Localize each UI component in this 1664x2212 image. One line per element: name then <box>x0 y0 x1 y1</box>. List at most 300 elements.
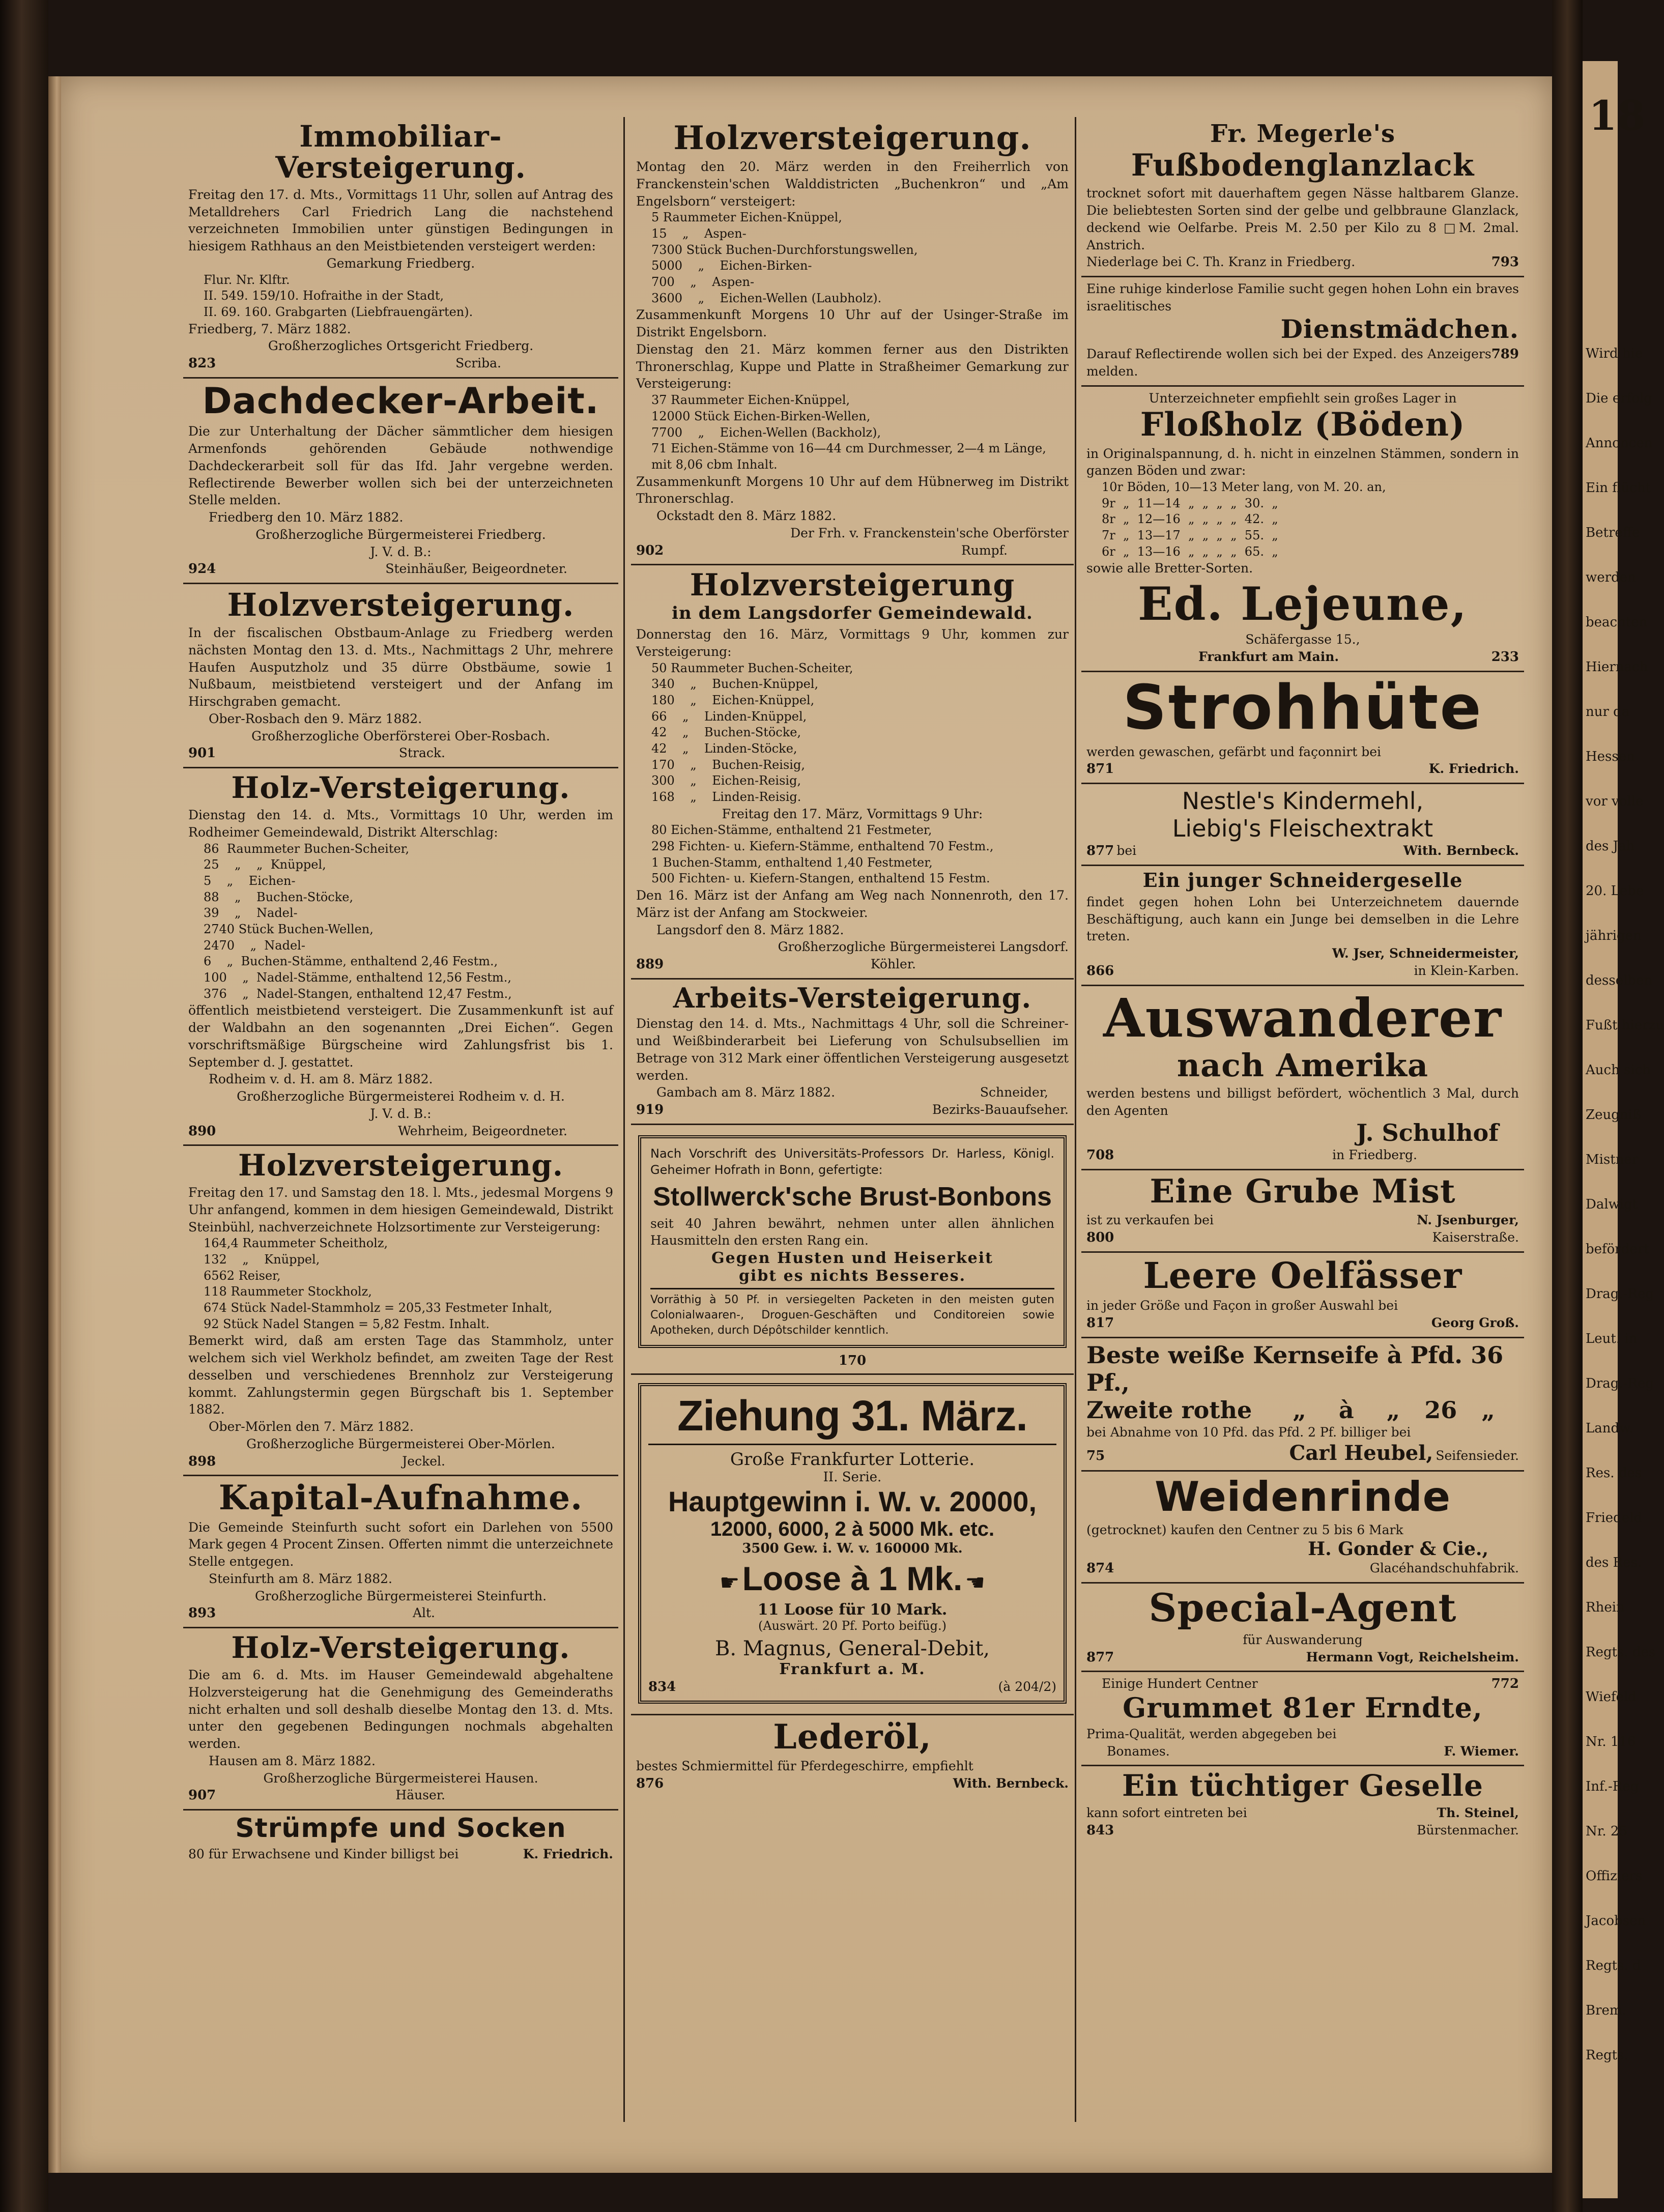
ad-title: Floßholz (Böden) <box>1140 406 1466 444</box>
ad-claim: seit 40 Jahren bewährt, nehmen unter allen ähnlichen Hausmitteln den ersten Rang ein. <box>650 1216 1054 1248</box>
next-page-fragment: Zeugniß <box>1586 1107 1642 1123</box>
ad-body-2: Zusammenkunft Morgens 10 Uhr auf der Usinger-Straße im Distrikt Engelsborn. <box>636 307 1069 340</box>
ad-subtitle: für Auswanderung <box>1243 1632 1363 1647</box>
book-binding <box>0 0 48 2212</box>
ad-role: Bürstenmacher. <box>1417 1822 1519 1837</box>
ad-stock: Vorräthig à 50 Pf. in versiegelten Packeten in den meisten guten Colonialwaaren-, Droguen-Geschäften und Conditoreien sowie Apotheken, durch Dépôtschilder kenntlich. <box>650 1294 1054 1337</box>
ad-title: Leere Oelfässer <box>1143 1254 1462 1297</box>
list-item: 66 „ Linden-Knüppel, <box>651 709 807 724</box>
next-page-strip <box>1583 61 1664 2198</box>
ad-signature: With. Bernbeck. <box>953 1776 1069 1791</box>
ad-signature: K. Friedrich. <box>1428 761 1519 777</box>
ad-title: Holzversteigerung. <box>238 1148 564 1183</box>
next-page-fragment: des Jah <box>1586 839 1635 854</box>
next-page-fragment: Regts. des <box>1586 1645 1656 1660</box>
next-page-fragment: Landw. <box>1586 1421 1633 1436</box>
list-item: 3600 „ Eichen-Wellen (Laubholz). <box>651 291 882 305</box>
ad-number: 919 <box>636 1102 664 1118</box>
ad-seller: Ed. Lejeune, <box>1137 577 1468 631</box>
next-page-number: 18 <box>1589 92 1646 139</box>
ad-issuer: Großherzogliche Bürgermeisterei Friedberg. <box>255 527 546 542</box>
ad-number: 907 <box>188 1788 216 1803</box>
list-item: 132 „ Knüppel, <box>204 1252 320 1267</box>
ad-body: bei Abnahme von 10 Pfd. das Pfd. 2 Pf. billiger bei <box>1086 1424 1411 1440</box>
list-item: 6 „ Buchen-Stämme, enthaltend 2,46 Festm., <box>204 954 498 969</box>
next-page-fragment: Dalwigt <box>1586 1197 1638 1212</box>
ad-signature: Jeckel. <box>402 1453 445 1469</box>
next-page-fragment: Res. des <box>1586 1466 1642 1481</box>
column-rule <box>1075 117 1076 2122</box>
ad-title: Immobiliar-Versteigerung. <box>275 119 526 185</box>
ad-body: Dienstag den 14. d. Mts., Nachmittags 4 Uhr, soll die Schreiner- und Weißbinderarbeit bei Lieferung von Schulsubsellien im Betrage von 312 Mark einer öffentlichen Versteigerung ausgesetzt werden. <box>636 1016 1069 1083</box>
ad-body: werden gewaschen, gefärbt und façonnirt bei <box>1086 744 1382 759</box>
ad-title: Ein tüchtiger Geselle <box>1122 1768 1484 1803</box>
ad-body: Eine ruhige kinderlose Familie sucht gegen hohen Lohn ein braves israelitisches <box>1086 281 1519 313</box>
table-row: II. 549. 159/10. Hofraithe in der Stadt, <box>204 289 444 303</box>
ad-body: trocknet sofort mit dauerhaftem gegen Nässe haltbarem Glanze. Die beliebtesten Sorten sind der gelbe und gelbbraune Glanzlack, deckend wie Oelfarbe. Preis M. 2.50 per Kilo zu 8 □M. 2mal. Anstrich. <box>1086 186 1519 252</box>
ad-title: Weidenrinde <box>1155 1473 1451 1520</box>
next-page-fragment: Friedeld <box>1586 1510 1643 1526</box>
list-item: 7300 Stück Buchen-Durchforstungswellen, <box>651 242 918 257</box>
list-item: 2470 „ Nadel- <box>204 938 305 953</box>
next-page-fragment: desselben <box>1586 973 1653 988</box>
ad-date: Rodheim v. d. H. am 8. März 1882. <box>209 1072 433 1087</box>
list-item: 100 „ Nadel-Stämme, enthaltend 12,56 Festm., <box>204 970 511 985</box>
ad-subtitle: in dem Langsdorfer Gemeindewald. <box>672 603 1033 624</box>
next-page-fragment: Regts. d <box>1586 1958 1641 1973</box>
ad-code: (à 204/2) <box>998 1679 1056 1694</box>
list-item: 9r „ 11—14 „ „ „ „ 30. „ <box>1102 496 1278 510</box>
ad-date: Ober-Rosbach den 9. März 1882. <box>209 711 422 726</box>
list-item: 700 „ Aspen- <box>651 275 755 290</box>
ad-agent: J. Schulhof <box>1356 1119 1499 1147</box>
list-item: 42 „ Buchen-Stöcke, <box>651 725 801 740</box>
ad-number: 772 <box>1491 1676 1519 1692</box>
ad-porto: (Auswärt. 20 Pf. Porto beifüg.) <box>758 1619 947 1633</box>
list-item: 92 Stück Nadel Stangen = 5,82 Festm. Inhalt. <box>204 1316 490 1331</box>
next-page-fragment: 20. Lebe <box>1586 883 1644 899</box>
price-list <box>1086 479 1519 560</box>
ad-title: Ziehung 31. März. <box>648 1391 1056 1445</box>
ad-main-prize: Hauptgewinn i. W. v. 20000, <box>668 1485 1037 1518</box>
ad-body-2: Bemerkt wird, daß am ersten Tage das Stammholz, unter welchem sich viel Werkholz befindet, am zweiten Tage der Rest desselben und verschiedenes Brennholz zur Versteigerung kommt. Zahlungstermin gegen Bürgschaft bis 1. September 1882. <box>188 1333 613 1417</box>
ad-place: in Friedberg. <box>1332 1147 1417 1163</box>
ad-title: Strohhüte <box>1123 672 1483 743</box>
ad-signature: Wehrheim, Beigeordneter. <box>398 1123 567 1138</box>
ad-title: Holzversteigerung. <box>673 119 1031 157</box>
ad-slogan-2: gibt es nichts Besseres. <box>650 1267 1054 1289</box>
next-page-fragment: Hiernach <box>1586 659 1648 675</box>
ad-auswanderer <box>1081 986 1524 1171</box>
ad-date: Friedberg den 10. März 1882. <box>209 510 404 525</box>
ad-issuer: Großherzogliche Bürgermeisterei Hausen. <box>263 1770 538 1786</box>
ad-signature-name: Schneider, <box>980 1085 1048 1100</box>
table-row: II. 69. 160. Grabgarten (Liebfrauengärten). <box>204 304 473 319</box>
list-item: 118 Raummeter Stockholz, <box>204 1284 372 1299</box>
ad-body-2: Darauf Reflectirende wollen sich bei der Exped. des Anzeigers melden. <box>1086 347 1491 379</box>
ad-number: 800 <box>1086 1230 1114 1246</box>
ad-number: 877 <box>1086 1649 1114 1665</box>
ad-signature: Steinhäußer, Beigeordneter. <box>385 561 567 577</box>
list-item: 298 Fichten- u. Kiefern-Stämme, enthaltend 70 Festm., <box>651 839 994 853</box>
ad-street: Schäfergasse 15., <box>1245 632 1360 647</box>
list-item: 170 „ Buchen-Reisig, <box>651 757 805 772</box>
ad-product: Stollwerck'sche Brust-Bonbons <box>653 1182 1052 1212</box>
column-3 <box>1081 117 1524 2127</box>
ad-signature: Carl Heubel, <box>1289 1441 1433 1465</box>
lot-list-2 <box>636 822 1069 887</box>
ad-title: Holz-Versteigerung. <box>231 770 570 806</box>
ad-title: Dachdecker-Arbeit. <box>202 380 599 422</box>
ad-nestle <box>1081 784 1524 866</box>
list-item: 2740 Stück Buchen-Wellen, <box>204 922 374 936</box>
list-item: 10r Böden, 10—13 Meter lang, von M. 20. an, <box>1102 480 1386 495</box>
ad-number: 901 <box>188 745 216 761</box>
list-item: 7r „ 13—17 „ „ „ „ 55. „ <box>1102 528 1278 543</box>
ad-holz-rodheim <box>183 768 618 1146</box>
ad-body-2: öffentlich meistbietend versteigert. Die Zusammenkunft ist auf der Waldbahn an den sogenannten „Drei Eichen“. Gegen vorschriftsmäßige Bürgscheine wird Zahlungsfrist bis 1. September d. J. gestattet. <box>188 1003 613 1070</box>
next-page-fragment: vor volle <box>1586 794 1644 809</box>
ad-role: Seifensieder. <box>1436 1448 1519 1463</box>
ad-holzversteigerung-obstbaum <box>183 584 618 768</box>
ad-signature: N. Jsenburger, <box>1417 1213 1519 1228</box>
ad-title: Strümpfe und Socken <box>235 1813 566 1844</box>
next-page-fragment: Die erfolg <box>1586 391 1652 406</box>
ad-holz-hausen <box>183 1628 618 1811</box>
next-page-fragment: beachten <box>1586 615 1648 630</box>
ad-city: Frankfurt am Main. <box>1198 649 1339 664</box>
ad-number: 876 <box>636 1776 664 1792</box>
ad-number: 170 <box>838 1353 867 1369</box>
ad-body: ist zu verkaufen bei <box>1086 1213 1214 1228</box>
ad-dealer: Niederlage bei C. Th. Kranz in Friedberg. <box>1086 254 1356 270</box>
list-item: 39 „ Nadel- <box>204 906 298 921</box>
ad-holzversteigerung-langsdorf <box>631 565 1074 979</box>
ad-megerle <box>1081 117 1524 277</box>
ad-date: Ober-Mörlen den 7. März 1882. <box>209 1419 414 1434</box>
list-item: 42 „ Linden-Stöcke, <box>651 741 797 756</box>
ad-grummet <box>1081 1672 1524 1766</box>
ad-number: 843 <box>1086 1822 1114 1838</box>
ad-date: Friedberg, 7. März 1882. <box>188 321 351 336</box>
ad-title-2: Fußbodenglanzlack <box>1131 148 1475 184</box>
next-page-fragment: Inf.-Reg <box>1586 1779 1639 1794</box>
next-page-fragment: Wiefeld <box>1586 1689 1637 1705</box>
next-page-fragment: Jacobsen <box>1586 1913 1646 1929</box>
ad-signature: Bezirks-Bauaufseher. <box>932 1102 1069 1117</box>
ad-title: Ein junger Schneidergeselle <box>1142 868 1463 892</box>
list-item: 50 Raummeter Buchen-Scheiter, <box>651 660 853 675</box>
ad-number: 902 <box>636 542 664 558</box>
ad-offer: 11 Loose für 10 Mark. <box>757 1601 948 1619</box>
ad-place: Kaiserstraße. <box>1432 1230 1519 1245</box>
ad-date: Ockstadt den 8. März 1882. <box>656 508 837 524</box>
ad-body: Die zur Unterhaltung der Dächer sämmtlicher dem hiesigen Armenfonds gehörenden Gebäude nothwendige Dachdeckerarbeit soll für das Ifd. Jahr vergebne werden. Reflectirende Bewerber wollen sich bei der unterzeichneten Stelle melden. <box>188 424 613 508</box>
ad-issuer: Großherzogliche Bürgermeisterei Ober-Mörlen. <box>246 1436 555 1451</box>
pointing-hand-icon: ☚ <box>965 1570 985 1596</box>
ad-title: Dienstmädchen. <box>1280 313 1519 344</box>
ad-body-2: Freitag den 17. März, Vormittags 9 Uhr: <box>722 806 983 821</box>
ad-number: 898 <box>188 1453 216 1469</box>
list-item: 12000 Stück Eichen-Birken-Wellen, <box>651 409 871 423</box>
ad-title: Kapital-Aufnahme. <box>218 1478 583 1518</box>
next-page-fragment: nur da <box>1586 704 1630 720</box>
next-page-fragment: Nr. 25 <box>1586 1824 1627 1839</box>
ad-schneidergeselle <box>1081 866 1524 986</box>
column-1 <box>183 117 618 2127</box>
ad-signature: With. Bernbeck. <box>1403 843 1519 858</box>
ad-issuer: Großherzogliche Bürgermeisterei Langsdorf. <box>778 939 1069 955</box>
ad-signature: H. Gonder & Cie., <box>1308 1538 1488 1560</box>
next-page-fragment: Ein flücht <box>1586 480 1651 496</box>
ad-holzversteigerung-franckenstein <box>631 117 1074 565</box>
ad-grube-mist <box>1081 1170 1524 1253</box>
next-page-fragment: Leut. in <box>1586 1331 1638 1346</box>
ad-number: 834 <box>648 1679 676 1695</box>
ad-body-3: sowie alle Bretter-Sorten. <box>1086 561 1253 576</box>
ad-body: Die am 6. d. Mts. im Hauser Gemeindewald abgehaltene Holzversteigerung hat die Genehmigung des Gemeinderaths nicht erhalten und soll deshalb dieselbe Montag den 13. d. Mts. unter den gegebenen Bedingungen nochmals abgehalten werden. <box>188 1668 613 1751</box>
ad-title: Grummet 81er Erndte, <box>1123 1691 1483 1725</box>
ad-slogan: Gegen Husten und Heiserkeit <box>711 1249 994 1268</box>
ad-body: Freitag den 17. d. Mts., Vormittags 11 Uhr, sollen auf Antrag des Metalldrehers Carl Friedrich Lang die nachstehend verzeichneten Immobilien unter günstigen Bedingungen in hiesigem Rathhaus an den Meistbietenden versteigert werden: <box>188 187 613 254</box>
ad-pre: bei <box>1116 843 1137 858</box>
column-rule <box>623 117 625 2122</box>
next-page-fragment: Wird hie <box>1586 346 1643 361</box>
ad-number: 817 <box>1086 1315 1114 1331</box>
next-page-fragment: Annoncen <box>1586 436 1653 451</box>
ad-body: Freitag den 17. und Samstag den 18. l. Mts., jedesmal Morgens 9 Uhr anfangend, kommen in dem hiesigen Gemeindewald, Distrikt Steinbühl, nachverzeichnete Holzsortimente zur Versteigerung: <box>188 1185 613 1234</box>
ad-title: Holzversteigerung. <box>227 586 575 624</box>
ad-number: 924 <box>188 561 216 577</box>
list-item: 37 Raummeter Eichen-Knüppel, <box>651 393 850 408</box>
ad-issuer: Großherzogliches Ortsgericht Friedberg. <box>268 338 534 354</box>
ad-issuer-proxy: J. V. d. B.: <box>370 1106 432 1121</box>
ad-number: 890 <box>188 1123 216 1139</box>
ad-line-2: Liebig's Fleischextrakt <box>1172 815 1433 843</box>
list-item: 5 Raummeter Eichen-Knüppel, <box>651 210 842 225</box>
stollwerck-box <box>638 1135 1067 1348</box>
list-item: 5000 „ Eichen-Birken- <box>651 258 812 273</box>
next-page-fragment: Nr. 116 <box>1586 1734 1636 1749</box>
ad-series: II. Serie. <box>823 1470 882 1485</box>
ad-title: Lederöl, <box>773 1717 932 1757</box>
lot-list <box>636 660 1069 806</box>
ad-number: 789 <box>1491 347 1519 362</box>
ad-subheading: Gemarkung Friedberg. <box>326 255 475 271</box>
ad-special-agent <box>1081 1584 1524 1672</box>
next-page-fragment: Auch sich <box>1586 1062 1651 1078</box>
next-page-fragment: Drag.-Reg <box>1586 1376 1654 1391</box>
ad-body-4: Zusammenkunft Morgens 10 Uhr auf dem Hübnerweg im Distrikt Thronerschlag. <box>636 474 1069 506</box>
ad-title: Holz-Versteigerung. <box>231 1630 570 1665</box>
ad-place: in Klein-Karben. <box>1414 963 1519 978</box>
list-item: 5 „ Eichen- <box>204 873 296 888</box>
ad-city: Frankfurt a. M. <box>779 1660 926 1679</box>
ad-lederoel <box>631 1715 1074 1797</box>
list-item: 8r „ 12—16 „ „ „ „ 42. „ <box>1102 512 1278 527</box>
ad-arbeits-versteigerung <box>631 980 1074 1125</box>
ad-seller: B. Magnus, General-Debit, <box>715 1637 990 1661</box>
ad-kernseife <box>1081 1338 1524 1472</box>
ad-title: Auswanderer <box>1103 986 1503 1049</box>
ad-number: 708 <box>1086 1147 1114 1163</box>
ad-title: Eine Grube Mist <box>1150 1172 1456 1211</box>
next-page-fragment: Betreffe <box>1586 525 1640 540</box>
list-item: 88 „ Buchen-Stöcke, <box>204 889 354 904</box>
next-page-fragment: Drag.-Reg <box>1586 1286 1654 1302</box>
ad-geselle <box>1081 1766 1524 1844</box>
list-item: 80 Eichen-Stämme, enthaltend 21 Festmeter, <box>651 823 932 838</box>
ad-subtitle: nach Amerika <box>1177 1046 1429 1084</box>
next-page-fragment: Rhein <box>1586 1600 1625 1615</box>
pointing-hand-icon: ☛ <box>720 1570 740 1596</box>
list-item: 164,4 Raummeter Scheitholz, <box>204 1236 388 1251</box>
ad-weidenrinde <box>1081 1472 1524 1584</box>
list-item: 86 Raummeter Buchen-Scheiter, <box>204 841 410 856</box>
ad-loose: Loose à 1 Mk. <box>742 1560 963 1598</box>
ad-flossholz <box>1081 387 1524 672</box>
list-item: 1 Buchen-Stamm, enthaltend 1,40 Festmeter, <box>651 855 933 870</box>
ad-body: 80 für Erwachsene und Kinder billigst bei <box>188 1846 459 1861</box>
ad-signature: Alt. <box>412 1605 435 1621</box>
ad-body: Donnerstag den 16. März, Vormittags 9 Uhr, kommen zur Versteigerung: <box>636 627 1069 659</box>
ad-title: Arbeits-Versteigerung. <box>673 981 1032 1014</box>
ad-body-3: Dienstag den 21. März kommen ferner aus den Distrikten Thronerschlag, Kuppe und Platte in Straßheimer Gemarkung zur Versteigerung: <box>636 341 1069 391</box>
ad-signature: Rumpf. <box>961 542 1008 558</box>
ad-signature: Th. Steinel, <box>1437 1805 1519 1821</box>
next-page-fragment: Fußt hierzu <box>1586 1018 1664 1033</box>
book-gutter <box>1552 0 1583 2212</box>
ad-body: Die Gemeinde Steinfurth sucht sofort ein Darlehen von 5500 Mark gegen 4 Procent Zinsen. Offerten nimmt die unterzeichnete Stelle entgegen. <box>188 1519 613 1569</box>
ad-number: 889 <box>636 957 664 972</box>
ad-holzversteigerung-obermoerlen <box>183 1146 618 1476</box>
ad-signature: Hermann Vogt, Reichelsheim. <box>1306 1649 1519 1664</box>
list-item: 376 „ Nadel-Stangen, enthaltend 12,47 Festm., <box>204 986 512 1001</box>
ad-prize-count: 3500 Gew. i. W. v. 160000 Mk. <box>742 1541 963 1557</box>
lot-list <box>636 210 1069 306</box>
list-item: 15 „ Aspen- <box>651 226 747 241</box>
ad-lottery: Große Frankfurter Lotterie. <box>730 1449 975 1470</box>
ad-body: Montag den 20. März werden in den Freiherrlich von Franckenstein'schen Walddistricten „Buchenkron“ und „Am Engelsborn“ versteigert: <box>636 159 1069 209</box>
next-page-fragment: befördert <box>1586 1242 1649 1257</box>
ad-body: bestes Schmiermittel für Pferdegeschirre, empfiehlt <box>636 1759 973 1774</box>
next-page-fragment: des Res. <box>1586 1555 1642 1570</box>
ad-body: Prima-Qualität, werden abgegeben bei <box>1086 1726 1337 1741</box>
ad-title: Holzversteigerung <box>690 567 1015 604</box>
ad-number: 866 <box>1086 963 1114 979</box>
ad-date: Steinfurth am 8. März 1882. <box>209 1571 392 1586</box>
ad-body-2: in Originalspannung, d. h. nicht in einzelnen Stämmen, sondern in ganzen Böden und zwar: <box>1086 446 1519 478</box>
ad-title: Special-Agent <box>1149 1585 1457 1631</box>
list-item: 300 „ Eichen-Reisig, <box>651 773 801 788</box>
ad-place: Bonames. <box>1107 1743 1170 1759</box>
ad-issuer: Großherzogliche Oberförsterei Ober-Rosbach. <box>251 728 550 743</box>
ad-number: 893 <box>188 1605 216 1621</box>
list-item: 340 „ Buchen-Knüppel, <box>651 677 819 692</box>
ad-prizes: 12000, 6000, 2 à 5000 Mk. etc. <box>710 1518 995 1541</box>
list-item: 674 Stück Nadel-Stammholz = 205,33 Festmeter Inhalt, <box>204 1301 553 1315</box>
ad-signature: Köhler. <box>870 957 916 971</box>
ad-number: 233 <box>1491 649 1519 665</box>
ad-body: findet gegen hohen Lohn bei Unterzeichnetem dauernde Beschäftigung, auch kann ein Junge bei demselben in die Lehre treten. <box>1086 894 1519 944</box>
list-item: 7700 „ Eichen-Wellen (Backholz), <box>651 425 881 440</box>
ad-number: 75 <box>1086 1448 1105 1463</box>
list-item: 71 Eichen-Stämme von 16—44 cm Durchmesser, 2—4 m Länge, mit 8,06 cbm Inhalt. <box>651 441 1050 472</box>
ad-ziehung <box>631 1375 1074 1715</box>
ziehung-box <box>638 1383 1067 1704</box>
next-page-fragment: Mistner <box>1586 1152 1639 1167</box>
ad-line-2: Zweite rothe „ à „ 26 „ <box>1086 1396 1495 1424</box>
lot-list <box>188 1236 613 1332</box>
ad-number: 877 <box>1086 843 1114 859</box>
next-page-fragment: werden <box>1586 570 1636 585</box>
list-item: 25 „ „ Knüppel, <box>204 857 326 872</box>
next-page-fragment: Regts. <box>1586 2048 1628 2063</box>
ad-dienstmaedchen <box>1081 277 1524 387</box>
list-item: 168 „ Linden-Reisig. <box>651 789 801 804</box>
ad-oelfaesser <box>1081 1253 1524 1338</box>
lot-list-2 <box>636 392 1069 473</box>
list-item: 6562 Reiser, <box>204 1268 281 1283</box>
ad-dachdecker <box>183 379 618 584</box>
ad-signature: Strack. <box>398 745 445 761</box>
ad-signature: K. Friedrich. <box>523 1846 613 1861</box>
table-head: Flur. Nr. Klftr. <box>204 272 290 287</box>
ad-issuer: Der Frh. v. Franckenstein'sche Oberförster <box>790 525 1069 540</box>
ad-body: (getrocknet) kaufen den Centner zu 5 bis 6 Mark <box>1086 1522 1403 1537</box>
ad-body: werden bestens und billigst befördert, wöchentlich 3 Mal, durch den Agenten <box>1086 1085 1519 1118</box>
next-page-fragment: Offiziers <box>1586 1869 1643 1884</box>
ad-body: Dienstag den 14. d. Mts., Vormittags 10 Uhr, werden im Rodheimer Gemeindewald, Distrikt Alterschlag: <box>188 808 613 840</box>
ad-issuer: Großherzogliche Bürgermeisterei Rodheim v. d. H. <box>237 1089 565 1104</box>
ad-struempfe <box>183 1811 618 1868</box>
ad-date: Hausen am 8. März 1882. <box>209 1753 376 1768</box>
ad-number: 823 <box>188 356 216 371</box>
ad-stollwerck <box>631 1125 1074 1375</box>
lot-list <box>188 841 613 1002</box>
ad-body: In der fiscalischen Obstbaum-Anlage zu Friedberg werden nächsten Montag den 13. d. Mts., Nachmittags 2 Uhr, mehrere Haufen Ausputzholz und 35 dürre Obstbäume, sowie 1 Nußbaum, meistbietend versteigert und der Anfang im Hirschgraben gemacht. <box>188 625 613 709</box>
ad-title: Fr. Megerle's <box>1210 120 1396 148</box>
list-item: 500 Fichten- u. Kiefern-Stangen, enthaltend 15 Festm. <box>651 871 990 886</box>
next-page-fragment: Brem. <box>1586 2003 1626 2018</box>
ad-role: Glacéhandschuhfabrik. <box>1369 1561 1519 1576</box>
list-item: 180 „ Eichen-Knüppel, <box>651 693 815 707</box>
ad-issuer-proxy: J. V. d. B.: <box>370 544 432 559</box>
next-page-fragment: jährigen <box>1586 928 1642 943</box>
ad-signature: Häuser. <box>395 1788 445 1803</box>
list-item: 6r „ 13—16 „ „ „ „ 65. „ <box>1102 544 1278 559</box>
ad-immobiliar <box>183 117 618 379</box>
ad-pre: Einige Hundert Centner <box>1102 1676 1258 1691</box>
ad-signature: F. Wiemer. <box>1444 1743 1519 1759</box>
ad-issuer: Großherzogliche Bürgermeisterei Steinfurth. <box>254 1588 547 1603</box>
ad-number: 874 <box>1086 1561 1114 1576</box>
ad-signature: Georg Groß. <box>1431 1315 1519 1331</box>
ad-date: Gambach am 8. März 1882. <box>656 1085 836 1100</box>
ad-line-1: Nestle's Kindermehl, <box>1182 787 1424 815</box>
next-page-fragment: Hessen <box>1586 749 1635 764</box>
ad-date: Langsdorf den 8. März 1882. <box>656 922 844 937</box>
ad-body: in jeder Größe und Façon in großer Auswahl bei <box>1086 1298 1398 1313</box>
ad-body: kann sofort eintreten bei <box>1086 1805 1247 1821</box>
ad-body-3: Den 16. März ist der Anfang am Weg nach Nonnenroth, den 17. März ist der Anfang am Stockweier. <box>636 888 1069 920</box>
ad-line-1: Beste weiße Kernseife à Pfd. 36 Pf., <box>1086 1341 1504 1396</box>
column-2 <box>631 117 1074 2127</box>
ad-body: Unterzeichneter empfiehlt sein großes Lager in <box>1149 390 1457 406</box>
ad-intro: Nach Vorschrift des Universitäts-Professors Dr. Harless, Königl. Geheimer Hofrath in Bonn, gefertigte: <box>650 1146 1054 1177</box>
ad-kapital <box>183 1476 618 1628</box>
ad-signature: W. Jser, Schneidermeister, <box>1332 946 1519 961</box>
